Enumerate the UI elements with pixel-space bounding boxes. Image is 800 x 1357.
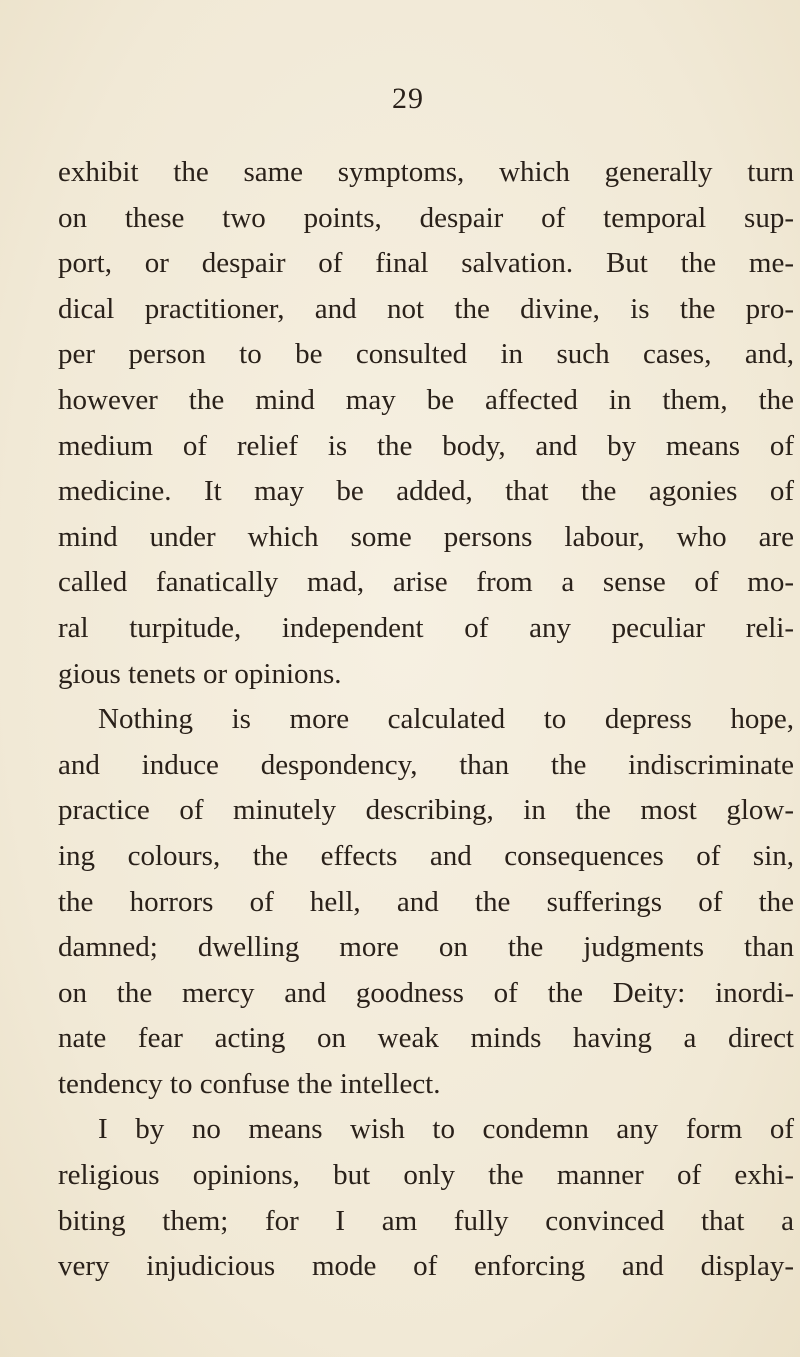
text-line: I by no means wish to condemn any form of — [98, 1113, 794, 1146]
text-line: dical practitioner, and not the divine, is the pro- — [58, 292, 794, 325]
text-line: practice of minutely describing, in the most glow- — [58, 794, 794, 827]
text-line: tendency to confuse the intellect. — [58, 1067, 441, 1100]
text-line: nate fear acting on weak minds having a direct — [58, 1022, 794, 1055]
text-line: gious tenets or opinions. — [58, 657, 342, 690]
text-line: port, or despair of final salvation. But the me- — [58, 247, 794, 280]
text-line: per person to be consulted in such cases, and, — [58, 338, 794, 371]
text-line: medium of relief is the body, and by means of — [58, 429, 794, 462]
text-line: ing colours, the effects and consequences of sin, — [58, 839, 794, 872]
text-line: biting them; for I am fully convinced that a — [58, 1204, 794, 1237]
text-line: called fanatically mad, arise from a sense of mo- — [58, 566, 794, 599]
text-line: the horrors of hell, and the sufferings of the — [58, 885, 794, 918]
text-line: Nothing is more calculated to depress hope, — [98, 703, 794, 736]
text-line: and induce despondency, than the indiscriminate — [58, 748, 794, 781]
text-line: very injudicious mode of enforcing and display- — [58, 1250, 794, 1283]
text-line: on these two points, despair of temporal sup- — [58, 201, 794, 234]
page-number: 29 — [392, 82, 424, 115]
text-line: mind under which some persons labour, who are — [58, 520, 794, 553]
text-line: however the mind may be affected in them, the — [58, 383, 794, 416]
text-line: on the mercy and goodness of the Deity: inordi- — [58, 976, 794, 1009]
text-line: damned; dwelling more on the judgments than — [58, 931, 794, 964]
body-text — [58, 150, 794, 1290]
text-line: exhibit the same symptoms, which generally turn — [58, 156, 794, 188]
text-line: religious opinions, but only the manner of exhi- — [58, 1159, 794, 1192]
text-line: medicine. It may be added, that the agonies of — [58, 475, 794, 508]
text-line: ral turpitude, independent of any peculiar reli- — [58, 611, 794, 644]
